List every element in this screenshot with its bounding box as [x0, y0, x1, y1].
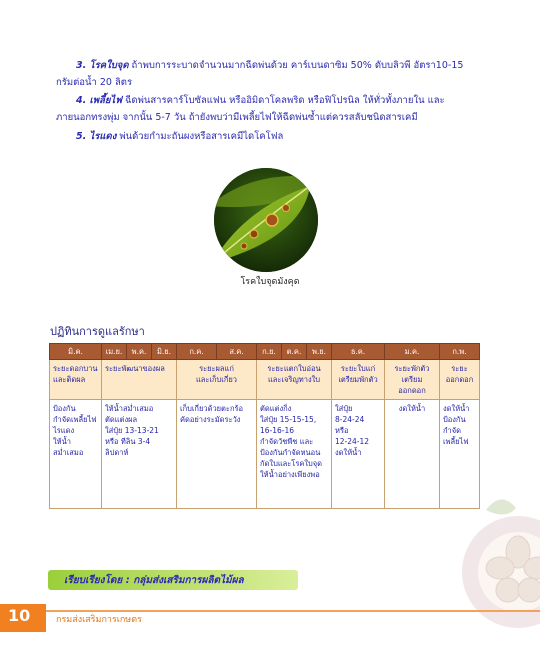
task-text: ให้น้ำสม่ำเสมอ — [105, 404, 154, 413]
phase-cell — [102, 360, 177, 400]
care-tasks-row — [50, 400, 480, 509]
task-text: ลิปดาห์ — [105, 448, 129, 457]
task-text: ใส่ปุ๋ย — [335, 404, 353, 413]
phase-text: ออกดอก — [398, 386, 426, 395]
task-text: ป้องกัน — [53, 404, 76, 413]
task-text: 16-16-16 — [260, 426, 295, 435]
page-number: 10 — [8, 606, 31, 625]
publisher-name: กรมส่งเสริมการเกษตร — [56, 615, 142, 625]
phase-cell — [50, 360, 102, 400]
month-cell: พ.ค. — [127, 344, 152, 360]
paragraph-leaf-spot — [56, 57, 496, 91]
paragraph-red-mite — [56, 128, 496, 145]
phase-cell — [385, 360, 440, 400]
task-text: ป้องกันกำจัดหนอน — [260, 448, 321, 457]
task-text: 12-24-12 — [335, 437, 370, 446]
month-cell: ก.พ. — [440, 344, 480, 360]
leaf-spot-label: 3. โรคใบจุด — [76, 60, 129, 71]
phase-text: และเก็บเกี่ยว — [195, 375, 238, 384]
task-text: สม่ำเสมอ — [53, 448, 84, 457]
task-cell — [257, 400, 332, 509]
task-text: ป้องกัน — [443, 415, 466, 424]
task-text: งดให้น้ำ — [335, 448, 362, 457]
month-cell: ก.ย. — [257, 344, 282, 360]
task-cell — [332, 400, 385, 509]
month-header-row — [50, 344, 480, 360]
phase-text: ระยะ — [451, 364, 468, 373]
task-text: 8-24-24 — [335, 415, 365, 424]
task-text: ตัดแต่งกิ่ง — [260, 404, 292, 413]
thrips-text-2: ภายนอกทรงพุ่ม จากนั้น 5-7 วัน ถ้ายังพบว่ามีเพลี้ยไฟให้ฉีดพ่นซ้ำแต่ควรสลับชนิดสารเคมี — [56, 112, 418, 123]
red-mite-text: พ่นด้วยกำมะถันผงหรือสารเคมีไดโคโฟล — [116, 131, 284, 142]
leaf-spot-text-1: ถ้าพบการระบาดจำนวนมากฉีดพ่นด้วย คาร์เบนดาซิม 50% ดับบลิวพี อัตรา10-15 — [128, 60, 464, 71]
task-text: กำจัดวัชพืช และ — [260, 437, 314, 446]
paragraph-thrips — [56, 92, 496, 126]
phase-text: ออกดอก — [445, 375, 474, 384]
month-cell: พ.ย. — [307, 344, 332, 360]
phase-cell — [332, 360, 385, 400]
month-cell: มิ.ย. — [152, 344, 177, 360]
phase-cell — [177, 360, 257, 400]
phase-cell — [257, 360, 332, 400]
month-cell: ก.ค. — [177, 344, 217, 360]
credit-text: เรียบเรียงโดย : กลุ่มส่งเสริมการผลิตไม้ผล — [64, 575, 244, 586]
phase-text: ระยะแตกใบอ่อน — [267, 364, 321, 373]
task-text: กัดใบและโรคใบจุด — [260, 459, 323, 468]
task-text: งดให้น้ำ — [398, 404, 426, 413]
phase-text: ระยะพัฒนาของผล — [105, 364, 165, 373]
month-cell: เม.ย. — [102, 344, 127, 360]
phase-text: ระยะดอกบาน — [53, 364, 98, 373]
task-text: ให้น้ำ — [53, 437, 71, 446]
leaf-spot-photo — [214, 168, 318, 272]
phase-text: ระยะใบแก่ — [340, 364, 376, 373]
leaf-spot-text-2: กรัมต่อน้ำ 20 ลิตร — [56, 77, 133, 88]
thrips-text-1: ฉีดพ่นสารคาร์โบซัลแฟน หรืออิมิดาโคลพริด หรือฟิโปรนิล ให้ทั่วทั้งภายใน และ — [121, 95, 445, 106]
month-cell: ส.ค. — [217, 344, 257, 360]
month-cell: ต.ค. — [282, 344, 307, 360]
task-cell — [102, 400, 177, 509]
task-text: เพลี้ยไฟ — [443, 437, 469, 446]
task-text: ตัดแต่งผล — [105, 415, 138, 424]
task-cell — [177, 400, 257, 509]
task-text: คัดอย่างระมัดระวัง — [180, 415, 241, 424]
phase-text: เตรียม — [401, 375, 423, 384]
red-mite-label: 5. ไรแดง — [76, 131, 117, 142]
phase-text: ระยะผลแก่ — [199, 364, 234, 373]
month-cell: ธ.ค. — [332, 344, 385, 360]
photo-caption: โรคใบจุดมังคุด — [240, 277, 300, 287]
task-cell — [385, 400, 440, 509]
task-text: หรือ ทีลิน 3-4 — [105, 437, 151, 446]
month-cell: ม.ค. — [385, 344, 440, 360]
task-text: งดให้น้ำ — [443, 404, 470, 413]
task-text: หรือ — [335, 426, 349, 435]
care-calendar-title: ปฏิทินการดูแลรักษา — [50, 325, 145, 338]
growth-phase-row — [50, 360, 480, 400]
task-text: กำจัด — [443, 426, 462, 435]
mangosteen-illustration — [456, 490, 540, 650]
task-text: ใส่ปุ๋ย 13-13-21 — [105, 426, 159, 435]
task-text: เก็บเกี่ยวด้วยตะกร้อ — [180, 404, 244, 413]
task-text: กำจัดเพลี้ยไฟ — [53, 415, 97, 424]
task-text: ใส่ปุ๋ย 15-15-15, — [260, 415, 317, 424]
task-cell — [50, 400, 102, 509]
task-text: ให้น้ำอย่างเพียงพอ — [260, 470, 320, 479]
task-text: ไรแดง — [53, 426, 75, 435]
care-calendar-table — [49, 343, 480, 509]
phase-text: และติดผล — [53, 375, 86, 384]
phase-text: เตรียมพักตัว — [338, 375, 378, 384]
phase-text: และเจริญทางใบ — [267, 375, 321, 384]
phase-text: ระยะพักตัว — [394, 364, 430, 373]
phase-cell — [440, 360, 480, 400]
thrips-label: 4. เพลี้ยไฟ — [76, 95, 122, 106]
month-cell: มิ.ค. — [50, 344, 102, 360]
